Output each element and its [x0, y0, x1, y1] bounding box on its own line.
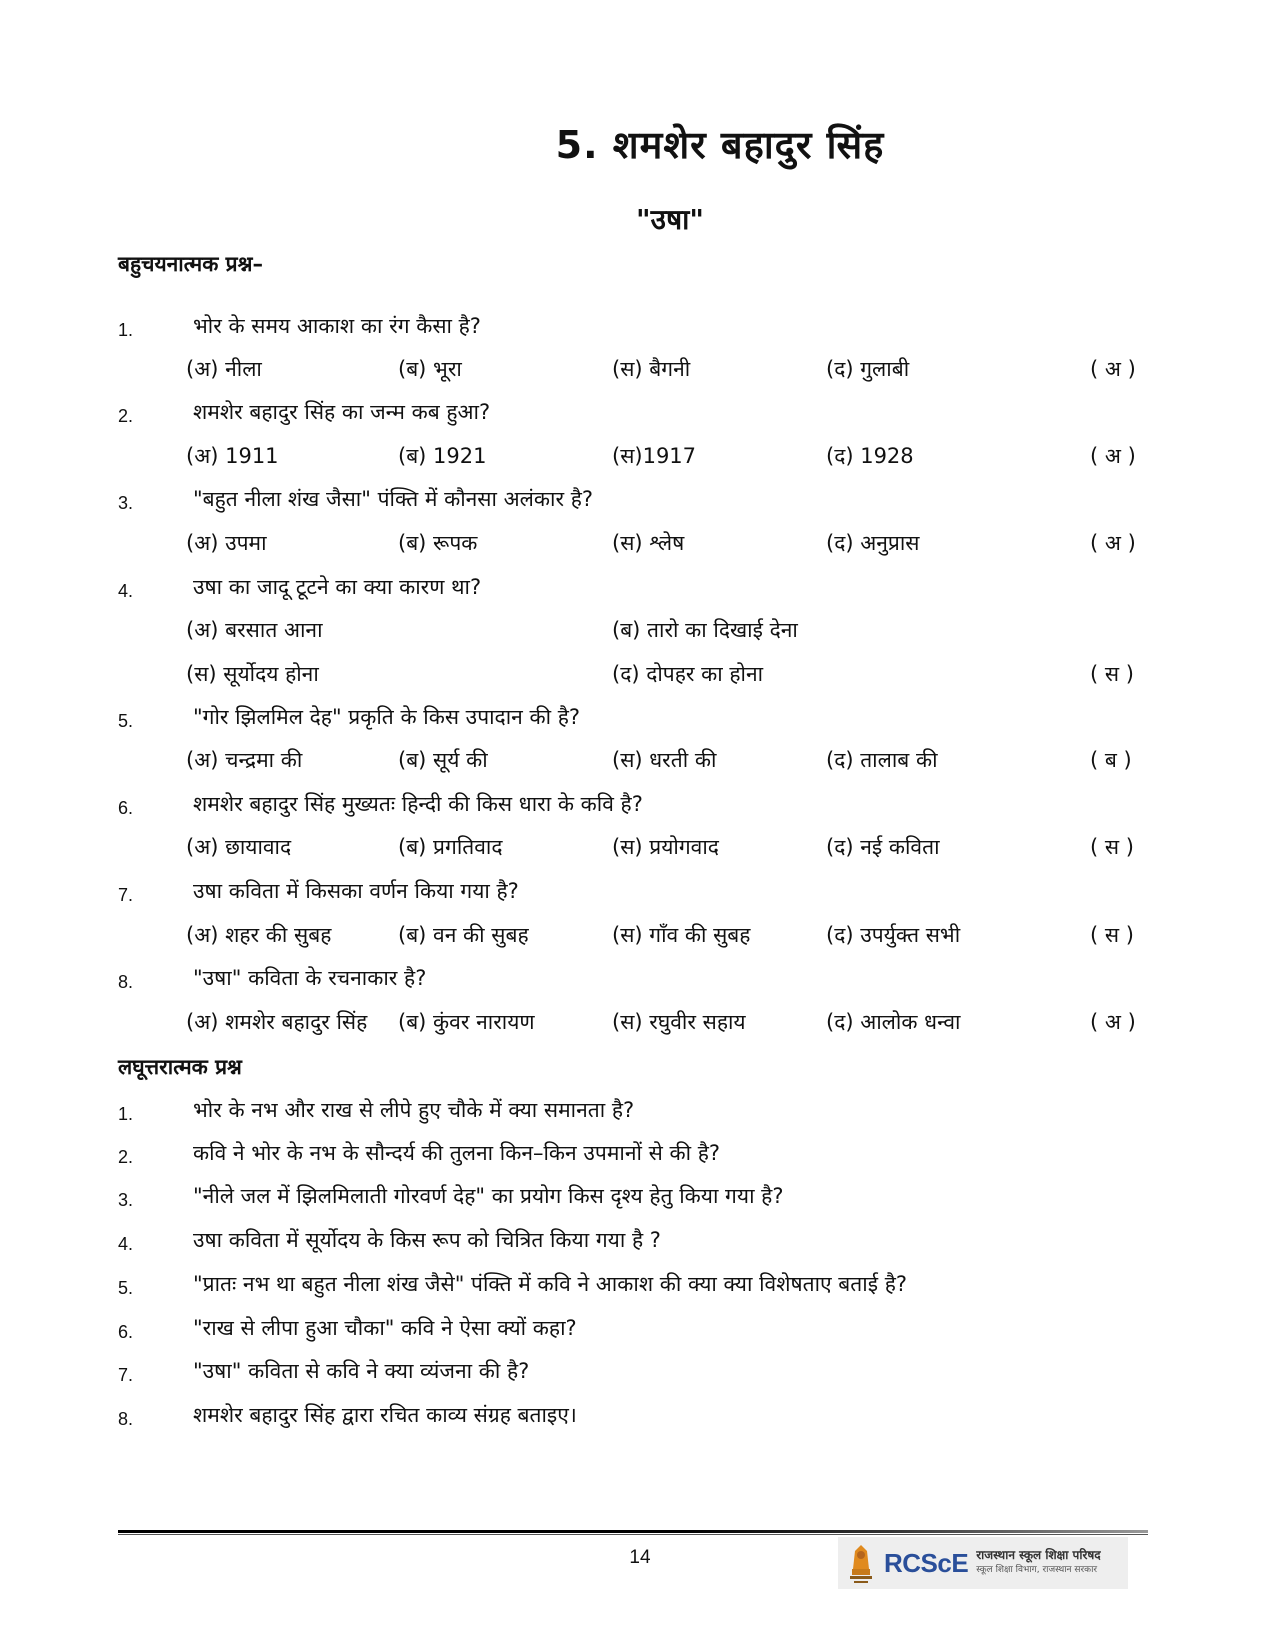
- question-text: शमशेर बहादुर सिंह मुख्यतः हिन्दी की किस धारा के कवि है?: [193, 792, 643, 816]
- mcq-options: [0, 529, 1275, 563]
- option-c: (स) सूर्योदय होना: [186, 662, 319, 686]
- question-number: 1.: [118, 320, 134, 340]
- option-c: (स)1917: [612, 444, 697, 468]
- question-text: "गोर झिलमिल देह" प्रकृति के किस उपादान की है?: [193, 705, 581, 729]
- option-a: (अ) बरसात आना: [186, 618, 323, 642]
- answer-key: ( ब ): [1090, 748, 1132, 772]
- question-number: 7.: [118, 1365, 134, 1385]
- answer-key: ( स ): [1090, 923, 1134, 947]
- rcsce-logo: [838, 1537, 1128, 1589]
- short-question: [0, 1401, 1275, 1435]
- option-d: (द) तालाब की: [826, 748, 938, 772]
- option-d: (द) नई कविता: [826, 835, 940, 859]
- option-c: (स) गाँव की सुबह: [612, 923, 751, 947]
- option-c: (स) श्लेष: [612, 531, 685, 555]
- logo-wordmark: RCScE: [884, 1547, 969, 1578]
- option-c: (स) बैगनी: [612, 357, 691, 381]
- option-a: (अ) छायावाद: [186, 835, 292, 859]
- option-b: (ब) सूर्य की: [398, 748, 488, 772]
- mcq-options: [0, 746, 1275, 780]
- footer-divider: [118, 1530, 1148, 1533]
- mcq-question: [0, 790, 1275, 824]
- mcq-options: [0, 833, 1275, 867]
- option-d: (द) 1928: [826, 444, 914, 468]
- answer-key: ( अ ): [1090, 444, 1136, 468]
- question-text: शमशेर बहादुर सिंह का जन्म कब हुआ?: [193, 400, 491, 424]
- answer-key: ( अ ): [1090, 1010, 1136, 1034]
- answer-key: ( अ ): [1090, 531, 1136, 555]
- mcq-options: [0, 442, 1275, 476]
- question-text: उषा का जादू टूटने का क्या कारण था?: [193, 575, 482, 599]
- short-question: [0, 1139, 1275, 1173]
- question-text: कवि ने भोर के नभ के सौन्दर्य की तुलना किन–किन उपमानों से की है?: [193, 1141, 720, 1165]
- question-number: 6.: [118, 1322, 134, 1342]
- question-number: 4.: [118, 581, 134, 601]
- option-c: (स) धरती की: [612, 748, 717, 772]
- logo-subtitle: [976, 1548, 1100, 1578]
- option-c: (स) प्रयोगवाद: [612, 835, 719, 859]
- question-text: उषा कविता में सूर्योदय के किस रूप को चित्रित किया गया है ?: [193, 1228, 661, 1252]
- page-number: 14: [629, 1547, 651, 1568]
- mcq-options: [0, 355, 1275, 389]
- short-questions-heading: लघूत्तरात्मक प्रश्न: [118, 1055, 242, 1079]
- mcq-options: [0, 660, 1275, 694]
- option-b: (ब) कुंवर नारायण: [398, 1010, 535, 1034]
- question-text: "उषा" कविता के रचनाकार है?: [193, 966, 427, 990]
- question-number: 2.: [118, 406, 134, 426]
- footer-divider-thin: [118, 1534, 1148, 1535]
- short-question: [0, 1270, 1275, 1304]
- question-number: 2.: [118, 1147, 134, 1167]
- option-a: (अ) 1911: [186, 444, 279, 468]
- question-text: "नीले जल में झिलमिलाती गोरवर्ण देह" का प्रयोग किस दृश्य हेतु किया गया है?: [193, 1184, 784, 1208]
- short-question: [0, 1314, 1275, 1348]
- question-number: 3.: [118, 493, 134, 513]
- option-a: (अ) चन्द्रमा की: [186, 748, 303, 772]
- option-d: (द) आलोक धन्वा: [826, 1010, 961, 1034]
- question-text: उषा कविता में किसका वर्णन किया गया है?: [193, 879, 519, 903]
- question-number: 4.: [118, 1234, 134, 1254]
- question-text: "बहुत नीला शंख जैसा" पंक्ति में कौनसा अलंकार है?: [193, 487, 594, 511]
- state-emblem-icon: [844, 1539, 878, 1587]
- option-d: (द) दोपहर का होना: [612, 662, 764, 686]
- question-text: "प्रातः नभ था बहुत नीला शंख जैसे" पंक्ति में कवि ने आकाश की क्या क्या विशेषताए बताई है?: [193, 1272, 907, 1296]
- question-number: 7.: [118, 885, 134, 905]
- option-b: (ब) वन की सुबह: [398, 923, 529, 947]
- option-b: (ब) प्रगतिवाद: [398, 835, 503, 859]
- mcq-question: [0, 312, 1275, 346]
- option-b: (ब) तारो का दिखाई देना: [612, 618, 798, 642]
- question-text: "उषा" कविता से कवि ने क्या व्यंजना की है?: [193, 1359, 530, 1383]
- option-d: (द) गुलाबी: [826, 357, 910, 381]
- question-text: भोर के नभ और राख से लीपे हुए चौके में क्या समानता है?: [193, 1098, 635, 1122]
- answer-key: ( स ): [1090, 835, 1134, 859]
- mcq-options: [0, 921, 1275, 955]
- mcq-options: [0, 616, 1275, 650]
- question-text: शमशेर बहादुर सिंह द्वारा रचित काव्य संग्रह बताइए।: [193, 1403, 577, 1427]
- mcq-question: [0, 485, 1275, 519]
- option-d: (द) उपर्युक्त सभी: [826, 923, 961, 947]
- logo-dept-name: स्कूल शिक्षा विभाग, राजस्थान सरकार: [976, 1565, 1098, 1575]
- option-b: (ब) 1921: [398, 444, 487, 468]
- mcq-question: [0, 573, 1275, 607]
- short-question: [0, 1226, 1275, 1260]
- poem-title: "उषा": [636, 203, 704, 236]
- question-text: भोर के समय आकाश का रंग कैसा है?: [193, 314, 481, 338]
- logo-org-name: राजस्थान स्कूल शिक्षा परिषद: [976, 1548, 1101, 1562]
- option-a: (अ) उपमा: [186, 531, 267, 555]
- question-number: 5.: [118, 1278, 134, 1298]
- mcq-heading: बहुचयनात्मक प्रश्न–: [118, 252, 263, 276]
- option-b: (ब) रूपक: [398, 531, 478, 555]
- question-number: 8.: [118, 972, 134, 992]
- short-question: [0, 1096, 1275, 1130]
- question-number: 1.: [118, 1104, 134, 1124]
- option-b: (ब) भूरा: [398, 357, 462, 381]
- question-number: 5.: [118, 711, 134, 731]
- mcq-question: [0, 877, 1275, 911]
- mcq-options: [0, 1008, 1275, 1042]
- answer-key: ( स ): [1090, 662, 1134, 686]
- mcq-question: [0, 703, 1275, 737]
- question-number: 6.: [118, 798, 134, 818]
- mcq-question: [0, 964, 1275, 998]
- option-c: (स) रघुवीर सहाय: [612, 1010, 746, 1034]
- question-number: 3.: [118, 1190, 134, 1210]
- option-a: (अ) शमशेर बहादुर सिंह: [186, 1010, 368, 1034]
- short-question: [0, 1357, 1275, 1391]
- question-number: 8.: [118, 1409, 134, 1429]
- option-d: (द) अनुप्रास: [826, 531, 920, 555]
- option-a: (अ) शहर की सुबह: [186, 923, 332, 947]
- page-title: 5. शमशेर बहादुर सिंह: [555, 123, 885, 167]
- question-text: "राख से लीपा हुआ चौका" कवि ने ऐसा क्यों कहा?: [193, 1316, 577, 1340]
- option-a: (अ) नीला: [186, 357, 262, 381]
- short-question: [0, 1182, 1275, 1216]
- answer-key: ( अ ): [1090, 357, 1136, 381]
- mcq-question: [0, 398, 1275, 432]
